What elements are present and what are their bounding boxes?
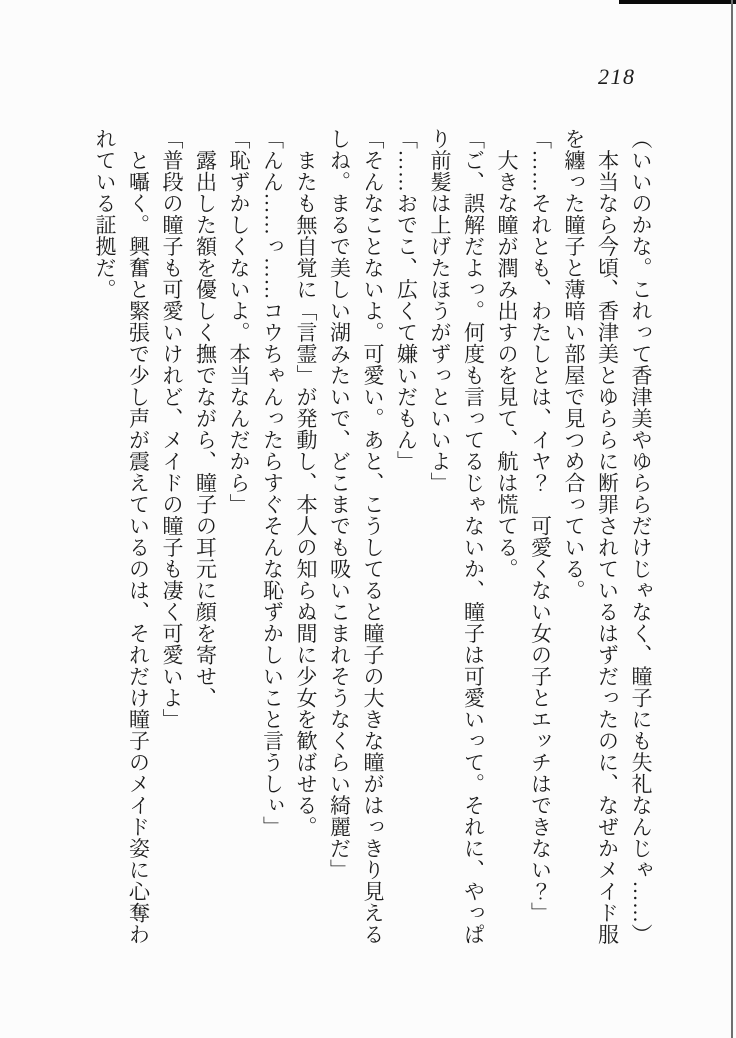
scan-top-edge-artifact — [619, 0, 736, 4]
text-line: れている証拠だ。 — [93, 128, 117, 300]
text-line: （いいのかな。これって香津美やゆららだけじゃなく、瞳子にも失礼なんじゃ……） — [629, 128, 653, 945]
text-line: しね。まるで美しい湖みたいで、どこまでも吸いこまれそうなくらい綺麗だ」 — [327, 128, 352, 881]
text-line: 「普段の瞳子も可愛いけれど、メイドの瞳子も凄く可愛いよ」 — [160, 128, 184, 730]
text-block — [88, 128, 658, 962]
text-line: 「……それとも、わたしとは、イヤ？ 可愛くない女の子とエッチはできない？」 — [528, 128, 553, 924]
text-line: 「……おでこ、広くて嫌いだもん」 — [394, 128, 419, 472]
text-line: を纏った瞳子と薄暗い部屋で見つめ合っている。 — [562, 128, 586, 601]
text-line: 「ご、誤解だよっ。何度も言ってるじゃないか、瞳子は可愛いって。それに、やっぱ — [461, 128, 486, 945]
text-line: と囁く。興奮と緊張で少し声が震えているのは、それだけ瞳子のメイド姿に心奪わ — [126, 128, 151, 945]
text-line: 大きな瞳が潤み出すのを見て、航は慌てる。 — [495, 128, 519, 580]
text-line: 露出した額を優しく撫でながら、瞳子の耳元に顔を寄せ、 — [193, 128, 218, 709]
text-line: り前髪は上げたほうがずっといいよ」 — [428, 128, 452, 494]
text-line: 「恥ずかしくないよ。本当なんだから」 — [227, 128, 251, 515]
text-line: 「そんなことないよ。可愛い。あと、こうしてると瞳子の大きな瞳がはっきり見える — [361, 128, 385, 945]
text-line: またも無自覚に「言霊」が発動し、本人の知らぬ間に少女を歓ばせる。 — [294, 128, 318, 838]
page-number: 218 — [598, 64, 636, 89]
page-edge-line — [731, 0, 733, 1038]
text-line: 「んん……っ……コウちゃんったらすぐそんな恥ずかしいこと言うしぃ」 — [260, 128, 285, 838]
text-line: 本当なら今頃、香津美とゆららに断罪されているはずだったのに、なぜかメイド服 — [595, 128, 620, 945]
